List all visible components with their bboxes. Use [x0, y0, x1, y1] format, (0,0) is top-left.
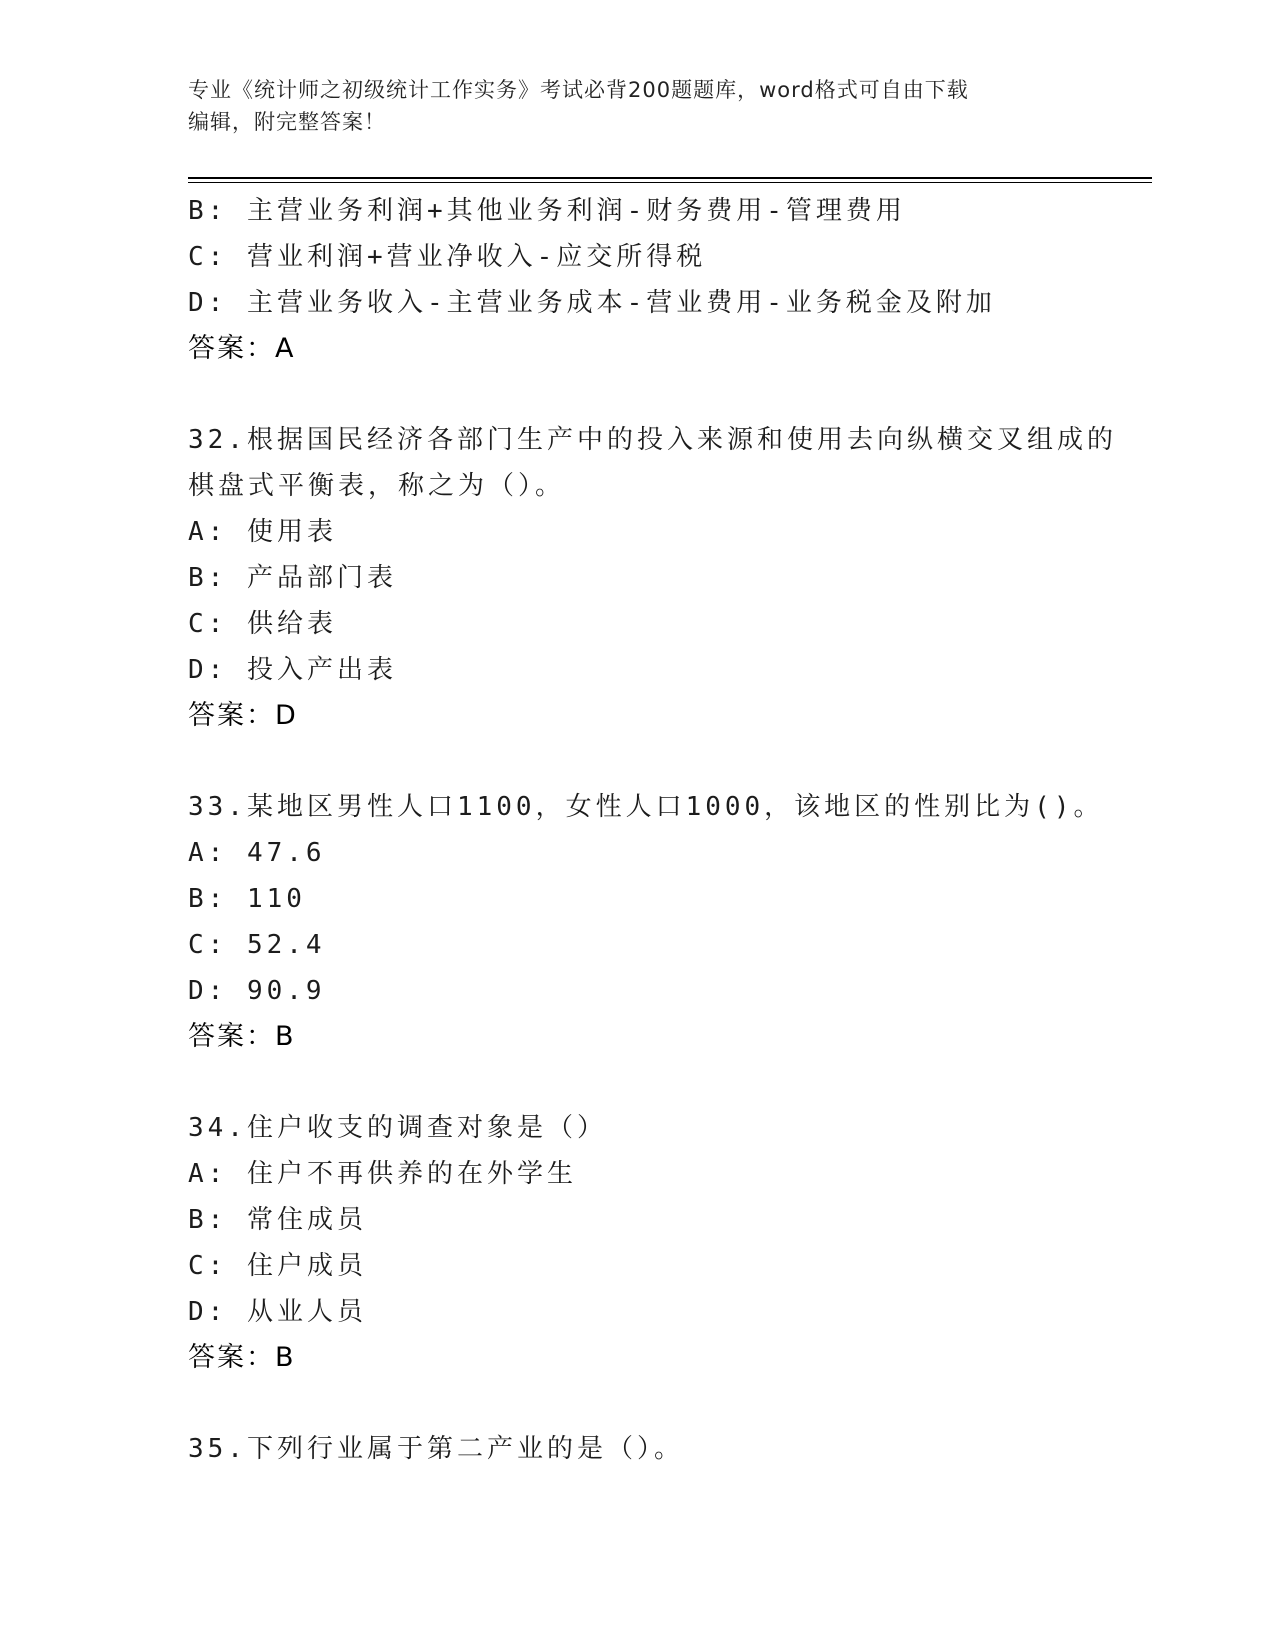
question-33: [188, 784, 1104, 1060]
q31-option-b: B: 主营业务利润+其他业务利润-财务费用-管理费用: [188, 196, 906, 226]
q32-answer: 答案：D: [188, 700, 298, 731]
q31-answer: 答案：A: [188, 333, 296, 364]
q32-option-c: C: 供给表: [188, 609, 337, 639]
document-header: [188, 74, 1068, 138]
q33-option-d: D: 90.9: [188, 976, 326, 1006]
q32-option-d: D: 投入产出表: [188, 655, 397, 685]
q34-option-a: A: 住户不再供养的在外学生: [188, 1159, 577, 1189]
q33-option-b: B: 110: [188, 884, 306, 914]
question-32: [188, 417, 1117, 739]
q32-option-a: A: 使用表: [188, 517, 337, 547]
question-spacer: [188, 1060, 1088, 1105]
q34-stem: 34.住户收支的调查对象是（）: [188, 1113, 607, 1143]
q32-stem-line2: 棋盘式平衡表，称之为（）。: [188, 471, 566, 501]
q31-option-d: D: 主营业务收入-主营业务成本-营业费用-业务税金及附加: [188, 288, 996, 318]
q32-stem-line1: 32.根据国民经济各部门生产中的投入来源和使用去向纵横交叉组成的: [188, 425, 1117, 455]
q34-option-d: D: 从业人员: [188, 1297, 367, 1327]
q33-option-a: A: 47.6: [188, 838, 326, 868]
q32-option-b: B: 产品部门表: [188, 563, 397, 593]
question-31: [188, 188, 1088, 372]
q31-option-c: C: 营业利润+营业净收入-应交所得税: [188, 242, 707, 272]
q33-stem: 33.某地区男性人口1100，女性人口1000，该地区的性别比为()。: [188, 792, 1104, 822]
question-34: [188, 1105, 1088, 1381]
q34-option-b: B: 常住成员: [188, 1205, 367, 1235]
header-divider-thick: [188, 177, 1152, 179]
question-35: [188, 1426, 1088, 1472]
q34-option-c: C: 住户成员: [188, 1251, 367, 1281]
question-spacer: [188, 372, 1088, 417]
q34-answer: 答案：B: [188, 1342, 296, 1373]
question-spacer: [188, 739, 1088, 784]
question-list: [188, 188, 1117, 1472]
header-title-line1: 专业《统计师之初级统计工作实务》考试必背200题题库，word格式可自由下载: [188, 78, 969, 102]
q33-answer: 答案：B: [188, 1021, 296, 1052]
q33-option-c: C: 52.4: [188, 930, 326, 960]
header-divider-thin: [188, 182, 1152, 183]
q35-stem: 35.下列行业属于第二产业的是（）。: [188, 1434, 684, 1464]
question-spacer: [188, 1381, 1088, 1426]
header-title-line2: 编辑，附完整答案！: [188, 110, 386, 134]
